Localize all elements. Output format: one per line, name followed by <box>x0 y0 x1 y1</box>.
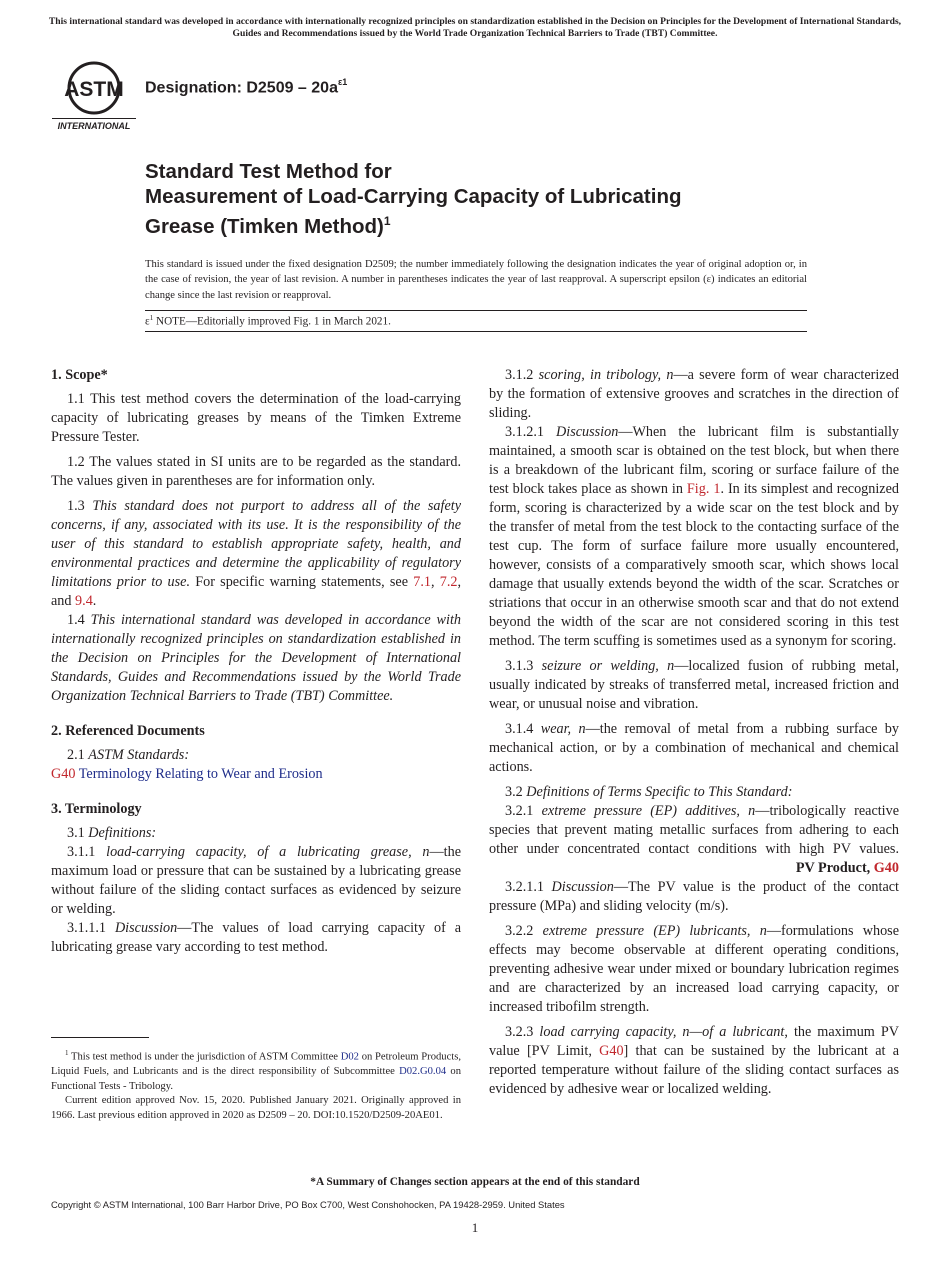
fig-1-link[interactable]: Fig. 1 <box>686 481 721 497</box>
d02g004-link[interactable]: D02.G0.04 <box>399 1066 447 1078</box>
para-3-2-3: 3.2.3 load carrying capacity, n—of a lubricant, the maximum PV value [PV Limit, G40] that can be sustained by the lubricant at a reported temperature without failure of the sliding contact surfaces as evidenced by adhesive wear or localized welding. <box>489 1024 900 1097</box>
footnote-2: Current edition approved Nov. 15, 2020. Published January 2021. Originally approved in 1966. Last previous edition approved in 2020 as D2509 – 20. DOI:10.1520/D2509-20AE01. <box>51 1095 461 1121</box>
summary-note: *A Summary of Changes section appears at the end of this standard <box>310 1176 640 1188</box>
designation: Designation: $D2509 - 20a^{\varepsilon 1}$ <box>145 77 348 97</box>
scope-heading: 1. Scope* <box>51 367 108 383</box>
refdocs-heading: 2. Referenced Documents <box>51 723 205 739</box>
document-title: Standard Test Method for Measurement of Load-Carrying Capacity of Lubricating Grease (Timken Method)$^1$ <box>145 160 682 238</box>
footnote-1: $^1$ This test method is under the jurisdiction of ASTM Committee D02 on Petroleum Products, Liquid Fuels, and Lubricants and is the direct responsibility of Subcommittee D02.G0.04 on Functional Tests - Tribology. <box>51 1049 461 1092</box>
para-3-1-2-1: 3.1.2.1 Discussion—When the lubricant film is substantially maintained, a smooth scar is obtained on the test block, but when there is a breakdown of the lubricant film, scoring or surface failure of the test block takes place as shown in Fig. 1. In its simplest and recognized form, scoring is characterized by a wide scar on the test block and by the transfer of metal from the test block to the contacting surface of the test cup. The form of surface failure more usually encountered, however, consists of a comparatively smooth scar, which shows local damage that usually extends beyond the width of the scar. Scratches or striations that occur in an otherwise smooth scar and that do not extend beyond the width of the scar are not considered scoring in this test method. The term scuffing is sometimes used as a synonym for scoring. <box>489 424 899 649</box>
footnotes <box>51 1046 461 1124</box>
para-1-2: 1.2 The values stated in SI units are to be regarded as the standard. The values given in parentheses are for information only. <box>51 454 461 489</box>
para-3-2-1-1: 3.2.1.1 Discussion—The PV value is the product of the contact pressure (MPa) and sliding velocity (m/s). <box>489 879 899 914</box>
top-notice: This international standard was developed in accordance with internationally recognized principles on standardization established in the Decision on Principles for the Development of International Standards, Guides and Recommendations issued by the World Trade Organization Technical Barriers to Trade (TBT) Committee. <box>48 16 902 39</box>
para-3-1-3: 3.1.3 seizure or welding, n—localized fusion of rubbing metal, usually indicated by streaks of transferred metal, increased friction and wear, or unusual noise and vibration. <box>489 658 900 712</box>
pv-product-label: PV Product, G40 <box>795 860 899 876</box>
para-1-4: 1.4 This international standard was developed in accordance with internationally recognized principles on standardization established in the Decision on Principles for the Development of International Standards, Guides and Recommendations issued by the World Trade Organization Technical Barriers to Trade (TBT) Committee. <box>51 612 461 704</box>
para-2-1: 2.1 ASTM Standards: <box>67 747 190 763</box>
para-3-1: 3.1 Definitions: <box>67 825 157 841</box>
para-3-2-1: 3.2.1 extreme pressure (EP) additives, n—tribologically reactive species that prevent mating metallic surfaces from adhering to each other under concentrated contact conditions with high PV values. PV Product, G40 <box>489 803 900 876</box>
divider-top <box>145 310 807 311</box>
d02-link[interactable]: D02 <box>340 1051 359 1063</box>
para-3-1-1-1: 3.1.1.1 Discussion—The values of load carrying capacity of a lubricating grease vary according to test method. <box>51 920 462 955</box>
para-3-1-4: 3.1.4 wear, n—the removal of metal from a rubbing surface by mechanical action, or by a combination of mechanical and chemical actions. <box>489 721 899 775</box>
para-1-3: 1.3 This standard does not purport to address all of the safety concerns, if any, associated with its use. It is the responsibility of the user of this standard to establish appropriate safety, health, and environmental practices and determine the applicability of regulatory limitations prior to use. For specific warning statements, see 7.1, 7.2, and 9.4. <box>51 498 461 609</box>
editorial-note: $\varepsilon^1$ NOTE—Editorially improved Fig. 1 in March 2021. <box>145 314 391 328</box>
para-1-1: 1.1 This test method covers the determination of the load-carrying capacity of lubricating greases by means of the Timken Extreme Pressure Tester. <box>51 391 461 445</box>
g40-link[interactable]: G40 <box>51 766 76 782</box>
para-3-1-1: 3.1.1 load-carrying capacity, of a lubricating grease, n—the maximum load or pressure that can be sustained by a lubricating grease without failure of the sliding contact surfaces as evidenced by seizure or welding. <box>51 844 461 917</box>
ref-9-4-link[interactable]: 9.4 <box>75 593 93 609</box>
page-number: 1 <box>471 1220 479 1235</box>
issue-note: This standard is issued under the fixed designation D2509; the number immediately following the designation indicates the year of original adoption or, in the case of revision, the year of last revision. A number in parentheses indicates the year of last reapproval. A superscript epsilon (ε) indicates an editorial change since the last revision or reapproval. <box>145 259 807 301</box>
g40-reference[interactable] <box>51 765 461 784</box>
footnote-rule <box>51 1037 149 1038</box>
g40-title-link[interactable]: Terminology Relating to Wear and Erosion <box>75 766 323 782</box>
left-column <box>51 366 461 957</box>
astm-logo <box>52 58 136 132</box>
right-column <box>489 366 899 1099</box>
ref-7-1-link[interactable]: 7.1 <box>413 574 431 590</box>
g40-link-b[interactable]: G40 <box>599 1043 624 1059</box>
g40-link-a[interactable]: G40 <box>873 860 899 876</box>
logo-text: ASTM <box>64 78 124 101</box>
copyright: Copyright © ASTM International, 100 Barr Harbor Drive, PO Box C700, West Conshohocken, PA 19428-2959. United States <box>51 1199 565 1210</box>
para-3-2: 3.2 Definitions of Terms Specific to This Standard: <box>505 784 793 800</box>
divider-bottom <box>145 331 807 332</box>
para-3-2-2: 3.2.2 extreme pressure (EP) lubricants, n—formulations whose effects may become observable at different operating conditions, preventing adhesive wear under mixed or boundary lubrication regimes and are characterized by an increased load carrying capacity, or increased tribofilm strength. <box>489 923 899 1015</box>
ref-7-2-link[interactable]: 7.2 <box>439 574 458 590</box>
logo-subtext: INTERNATIONAL <box>57 121 131 131</box>
terminology-heading: 3. Terminology <box>51 801 142 817</box>
para-3-1-2: 3.1.2 scoring, in tribology, n—a severe form of wear characterized by the formation of extensive grooves and scratches in the direction of sliding. <box>489 367 899 421</box>
